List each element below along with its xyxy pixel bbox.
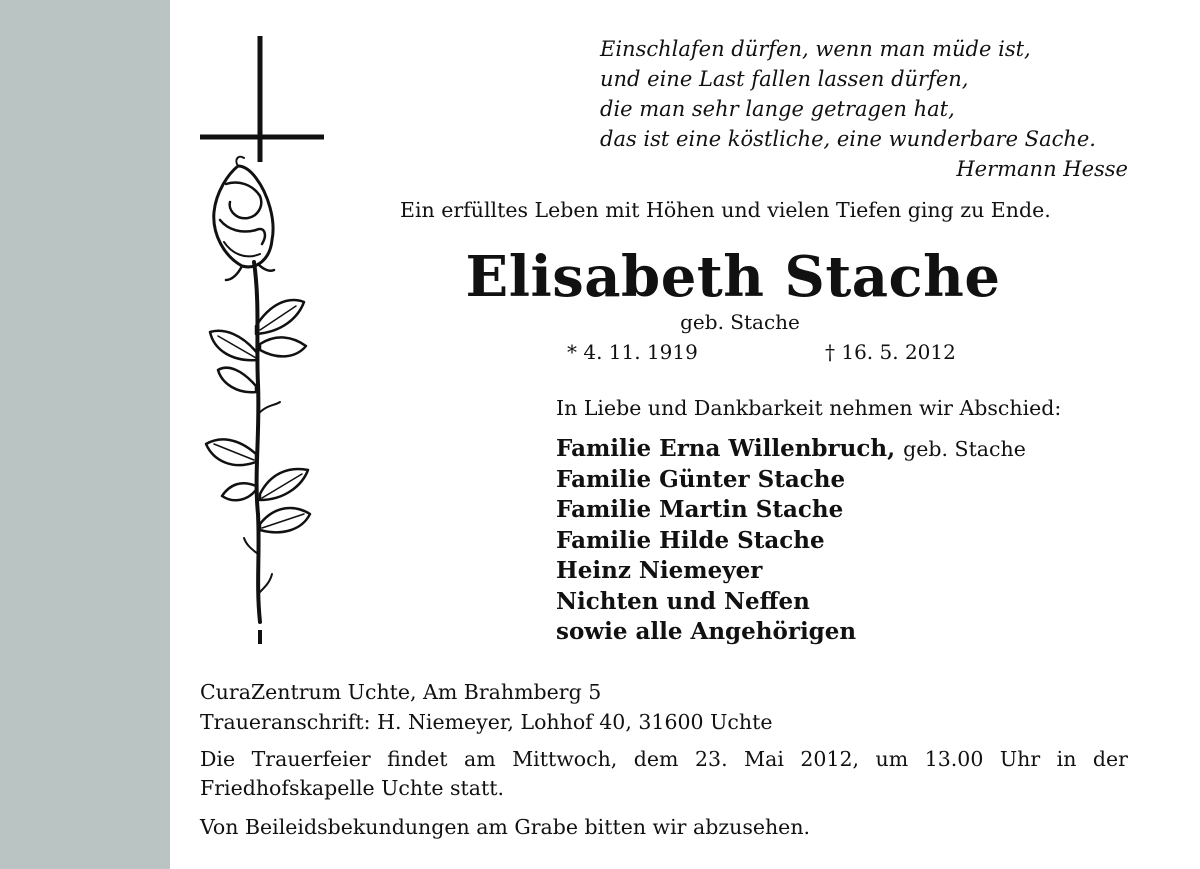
death-date: † 16. 5. 2012 — [825, 340, 956, 364]
farewell-text: In Liebe und Dankbarkeit nehmen wir Abschied: — [556, 396, 1062, 420]
service-notice — [200, 745, 1128, 803]
mourner-item: Familie Hilde Stache — [556, 526, 825, 554]
condolence-notice: Von Beileidsbekundungen am Grabe bitten wir abzusehen. — [200, 815, 811, 839]
mourner-item: Familie Günter Stache — [556, 465, 846, 493]
service-line: Friedhofskapelle Uchte statt. — [200, 776, 504, 800]
intro-text: Ein erfülltes Leben mit Höhen und vielen Tiefen ging zu Ende. — [400, 198, 1051, 222]
poem-author: Hermann Hesse — [956, 157, 1128, 181]
mourner-item: sowie alle Angehörigen — [556, 618, 857, 645]
poem-line: das ist eine köstliche, eine wunderbare Sache. — [600, 127, 1096, 151]
mourners-list — [556, 434, 1026, 648]
deceased-name: Elisabeth Stache — [465, 244, 1001, 310]
address-block — [200, 677, 772, 737]
service-line: Die Trauerfeier findet am Mittwoch, dem 23. Mai 2012, um 13.00 Uhr in der — [200, 747, 1128, 771]
mourner-birth-name: geb. Stache — [903, 437, 1026, 461]
mourner-item: Nichten und Neffen — [556, 587, 810, 615]
poem — [600, 34, 1128, 184]
cross-with-rose-icon — [198, 34, 328, 646]
birth-date: * 4. 11. 1919 — [567, 340, 698, 364]
mourner-name: Familie Erna Willenbruch, — [556, 435, 896, 462]
poem-line: und eine Last fallen lassen dürfen, — [600, 67, 969, 91]
mourner-item: Heinz Niemeyer — [556, 557, 763, 584]
poem-line: die man sehr lange getragen hat, — [600, 97, 955, 121]
address-line: Traueranschrift: H. Niemeyer, Lohhof 40, 31600 Uchte — [200, 710, 773, 734]
mourner-item: Familie Martin Stache — [556, 496, 844, 523]
poem-line: Einschlafen dürfen, wenn man müde ist, — [600, 37, 1031, 61]
obituary-sheet — [170, 0, 1200, 869]
address-line: CuraZentrum Uchte, Am Brahmberg 5 — [200, 680, 602, 704]
mourner-item — [556, 434, 1026, 465]
birth-name: geb. Stache — [680, 310, 800, 334]
